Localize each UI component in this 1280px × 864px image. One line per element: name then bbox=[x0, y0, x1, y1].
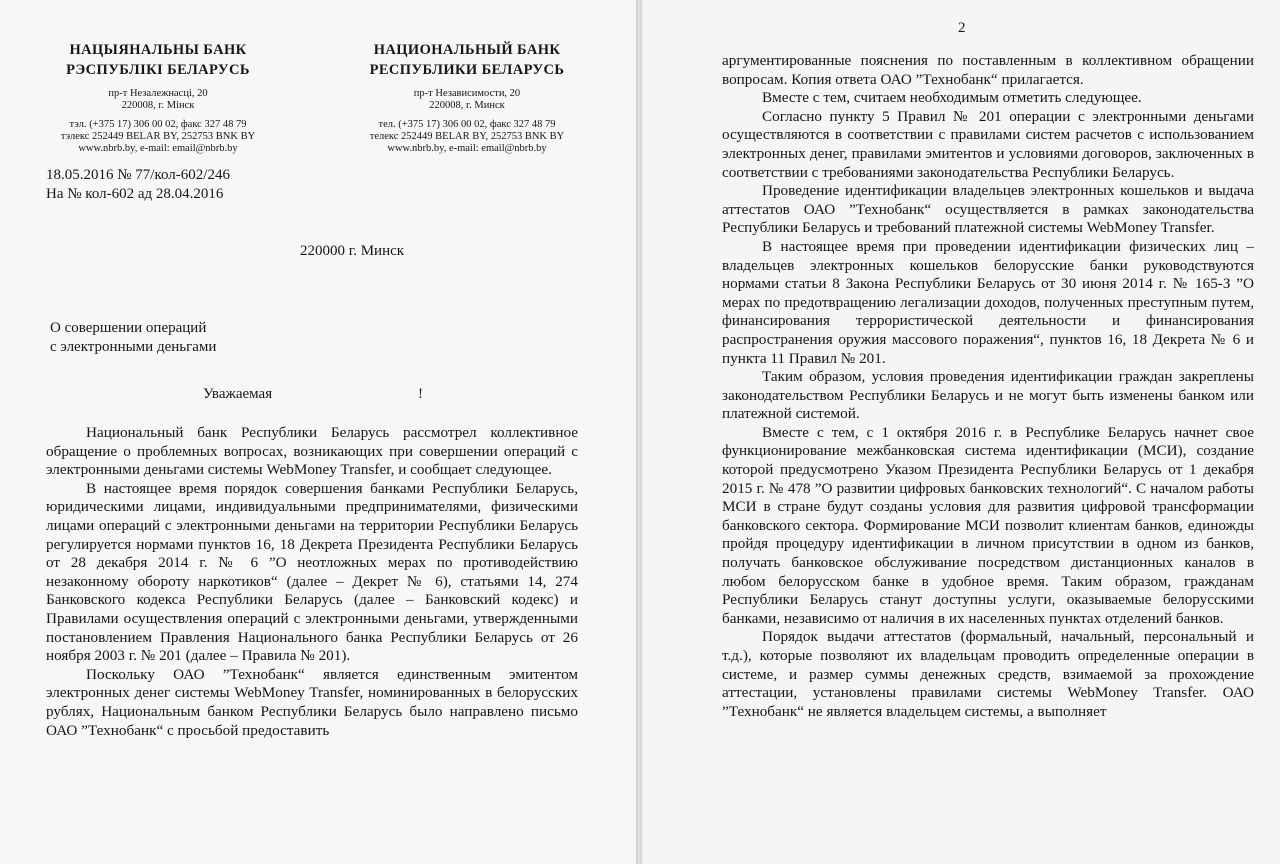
letterhead-address bbox=[347, 88, 587, 112]
letterhead-address-city: 220008, г. Минск bbox=[429, 100, 505, 111]
letterhead-web: www.nbrb.by, e-mail: email@nbrb.by bbox=[387, 143, 547, 154]
letterhead-telex: тэлекс 252449 BELAR BY, 252753 BNK BY bbox=[60, 131, 256, 142]
letterhead-address-street: пр-т Незалежнасці, 20 bbox=[108, 88, 208, 99]
paragraph-continuation: аргументированные пояснения по поставленным в коллективном обращении вопросам. Копия ответа ОАО ”Технобанк“ прилагается. bbox=[722, 52, 1254, 88]
letterhead-title-line-2: РЭСПУБЛІКІ БЕЛАРУСЬ bbox=[66, 62, 250, 78]
page-number: 2 bbox=[958, 20, 966, 36]
subject-line-1: О совершении операций bbox=[50, 320, 207, 336]
letterhead-phone: тел. (+375 17) 306 00 02, факс 327 48 79 bbox=[378, 119, 556, 130]
paragraph: Порядок выдачи аттестатов (формальный, начальный, персональный и т.д.), которые позволяют их владельцам проводить определенные операции в системе, и размер суммы денежных средств, взимаемой за прохождение аттестации, установлены правилами системы WebMoney Transfer. ОАО ”Технобанк“ не является владельцем системы, а выполняет bbox=[722, 628, 1254, 720]
letterhead-contacts bbox=[347, 119, 587, 155]
letter-page-2 bbox=[642, 0, 1280, 864]
paragraph: Таким образом, условия проведения идентификации граждан закреплены законодательством Республики Беларусь и не могут быть изменены банком или платежной системой. bbox=[722, 368, 1254, 423]
paragraph: Проведение идентификации владельцев электронных кошельков и выдача аттестатов ОАО ”Технобанк“ осуществляется в рамках законодательства Республики Беларусь и требований платежной системы WebMoney Transfer. bbox=[722, 182, 1254, 237]
paragraph: Поскольку ОАО ”Технобанк“ является единственным эмитентом электронных денег системы WebMoney Transfer, номинированных в белорусских рублях, Национальным банком Республики Беларусь было направлено письмо ОАО ”Технобанк“ с просьбой предоставить bbox=[46, 665, 578, 739]
letter-page-1 bbox=[0, 0, 636, 864]
paragraph: Согласно пункту 5 Правил № 201 операции с электронными деньгами осуществляются в соответствии с правилами систем расчетов с использованием электронных денег, правилами эмитентов и условиями договоров, заключенных в соответствии с требованиями законодательства Республики Беларусь. bbox=[722, 107, 1254, 181]
outgoing-reference: 18.05.2016 № 77/кол-602/246 bbox=[46, 167, 230, 183]
recipient-city: 220000 г. Минск bbox=[300, 243, 405, 259]
letterhead-russian bbox=[347, 40, 587, 155]
letterhead-telex: телекс 252449 BELAR BY, 252753 BNK BY bbox=[369, 131, 565, 142]
paragraph: В настоящее время при проведении идентификации физических лиц – владельцев электронных кошельков белорусские банки руководствуются нормами статьи 8 Закона Республики Беларусь от 30 июня 2014 г. № 165-З ”О мерах по предотвращению легализации доходов, полученных преступным путем, финансирования террористической деятельности и финансирования распространения оружия массового поражения“, пунктов 16, 18 Декрета № 6 и пункта 11 Правил № 201. bbox=[722, 237, 1254, 367]
paragraph: Национальный банк Республики Беларусь рассмотрел коллективное обращение о проблемных вопросах, возникающих при совершении операций с электронными деньгами системы WebMoney Transfer, и сообщает следующее. bbox=[46, 424, 578, 479]
letterhead-web: www.nbrb.by, e-mail: email@nbrb.by bbox=[78, 143, 238, 154]
letterhead-title-line-2: РЕСПУБЛИКИ БЕЛАРУСЬ bbox=[369, 62, 565, 78]
subject-line-2: с электронными деньгами bbox=[50, 339, 217, 355]
incoming-reference: На № кол-602 ад 28.04.2016 bbox=[46, 186, 224, 202]
paragraph: Вместе с тем, считаем необходимым отметить следующее. bbox=[762, 89, 1142, 107]
letterhead-title-line-1: НАЦЫЯНАЛЬНЫ БАНК bbox=[69, 42, 247, 58]
letter-body-page-1 bbox=[46, 424, 578, 740]
paragraph: В настоящее время порядок совершения банками Республики Беларусь, юридическими лицами, индивидуальными предпринимателями, физическими лицами операций с электронными деньгами на территории Республики Беларусь регулируется нормами пунктов 16, 18 Декрета Президента Республики Беларусь от 28 декабря 2014 г. № 6 ”О неотложных мерах по противодействию незаконному обороту наркотиков“ (далее – Декрет № 6), статьями 14, 274 Банковского кодекса Республики Беларусь (далее – Банковский кодекс) и Правилами осуществления операций с электронными деньгами, утвержденными постановлением Правления Национального банка Республики Беларусь от 26 ноября 2003 г. № 201 (далее – Правила № 201). bbox=[46, 479, 578, 665]
letterhead-belarusian bbox=[38, 40, 278, 155]
paragraph: Вместе с тем, с 1 октября 2016 г. в Республике Беларусь начнет свое функционирование межбанковская система идентификации (МСИ), создание которой предусмотрено Указом Президента Республики Беларусь от 1 декабря 2015 г. № 478 ”О развитии цифровых банковских технологий“. С началом работы МСИ в стране будут созданы условия для развития цифровой трансформации банковского сектора. Формирование МСИ позволит клиентам банков, единожды пройдя процедуру идентификации в личном присутствии в одном из банков, получать банковское обслуживание посредством дистанционных каналов в любом белорусском банке в удобное время. Таким образом, гражданам Республики Беларусь станут доступны услуги, оказываемые белорусскими банками, независимо от наличия в их населенных пунктах отделений банков. bbox=[722, 423, 1254, 627]
salutation-exclamation: ! bbox=[418, 386, 423, 402]
letter-body-page-2 bbox=[722, 52, 1254, 721]
letterhead-address-street: пр-т Независимости, 20 bbox=[413, 88, 521, 99]
letterhead-phone: тэл. (+375 17) 306 00 02, факс 327 48 79 bbox=[69, 119, 247, 130]
salutation: Уважаемая bbox=[203, 386, 273, 402]
letterhead-title-line-1: НАЦИОНАЛЬНЫЙ БАНК bbox=[373, 42, 561, 58]
letterhead-address-city: 220008, г. Мінск bbox=[121, 100, 195, 111]
letterhead-contacts bbox=[38, 119, 278, 155]
letterhead-address bbox=[38, 88, 278, 112]
